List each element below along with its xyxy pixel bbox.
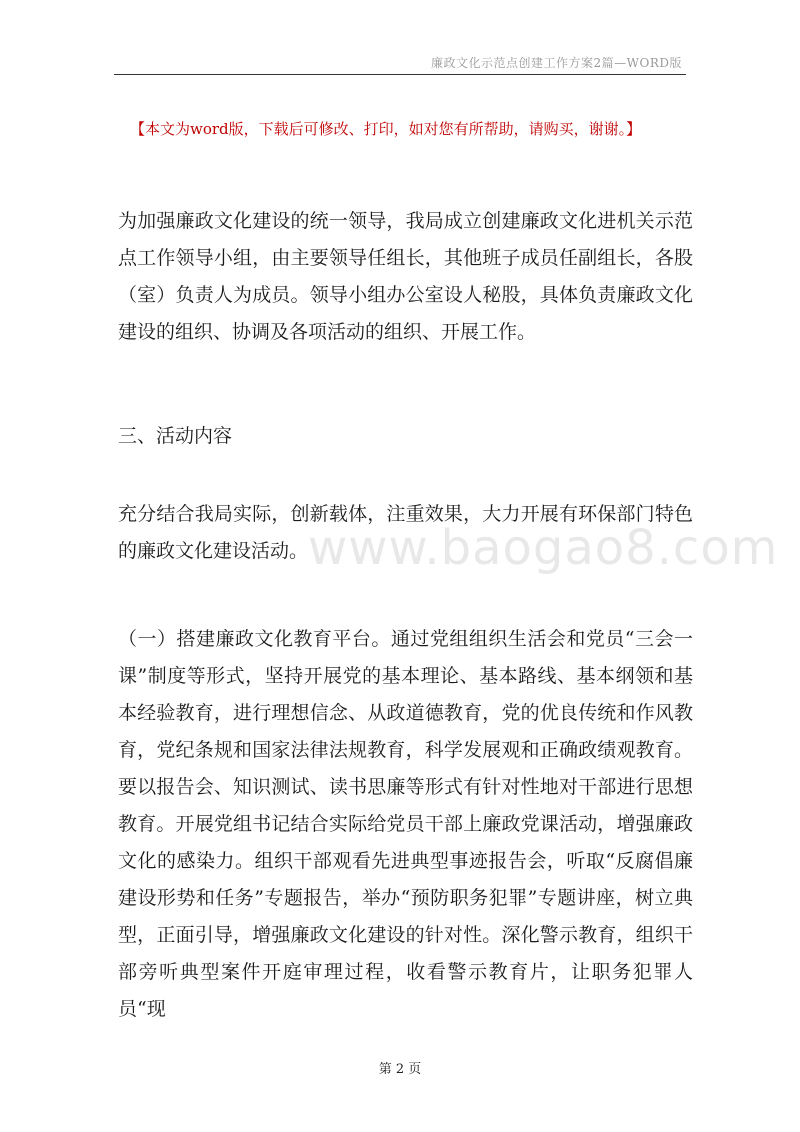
header-title: 廉政文化示范点创建工作方案2篇—WORD版: [431, 56, 682, 70]
purchase-notice: 【本文为word版，下载后可修改、打印，如对您有所帮助，请购买，谢谢。】: [130, 120, 642, 138]
section-heading-activities: 三、活动内容: [118, 425, 233, 447]
page-number: 第 2 页: [378, 1062, 422, 1077]
paragraph-activities-intro: 充分结合我局实际，创新载体，注重效果，大力开展有环保部门特色的廉政文化建设活动。: [118, 503, 693, 562]
paragraph-education-platform: （一）搭建廉政文化教育平台。通过党组组织生活会和党员“三会一课”制度等形式，坚持开展党的基本理论、基本路线、基本纲领和基本经验教育，进行理想信念、从政道德教育，党的优良传统和作风教育，党纪条规和国家法律法规教育，科学发展观和正确政绩观教育。要以报告会、知识测试、读书思廉等形式有针对性地对干部进行思想教育。开展党组书记结合实际给党员干部上廉政党课活动，增强廉政文化的感染力。组织干部观看先进典型事迹报告会，听取“反腐倡廉建设形势和任务”专题报告，举办“预防职务犯罪”专题讲座，树立典型，正面引导，增强廉政文化建设的针对性。深化警示教育，组织干部旁听典型案件开庭审理过程，收看警示教育片，让职务犯罪人员“现: [118, 628, 693, 1020]
paragraph-leadership: 为加强廉政文化建设的统一领导，我局成立创建廉政文化进机关示范点工作领导小组，由主要领导任组长，其他班子成员任副组长，各股（室）负责人为成员。领导小组办公室设人秘股，具体负责廉政文化建设的组织、协调及各项活动的组织、开展工作。: [118, 210, 693, 343]
header-divider: [114, 74, 686, 75]
watermark: www.baogao8.com: [308, 520, 779, 576]
